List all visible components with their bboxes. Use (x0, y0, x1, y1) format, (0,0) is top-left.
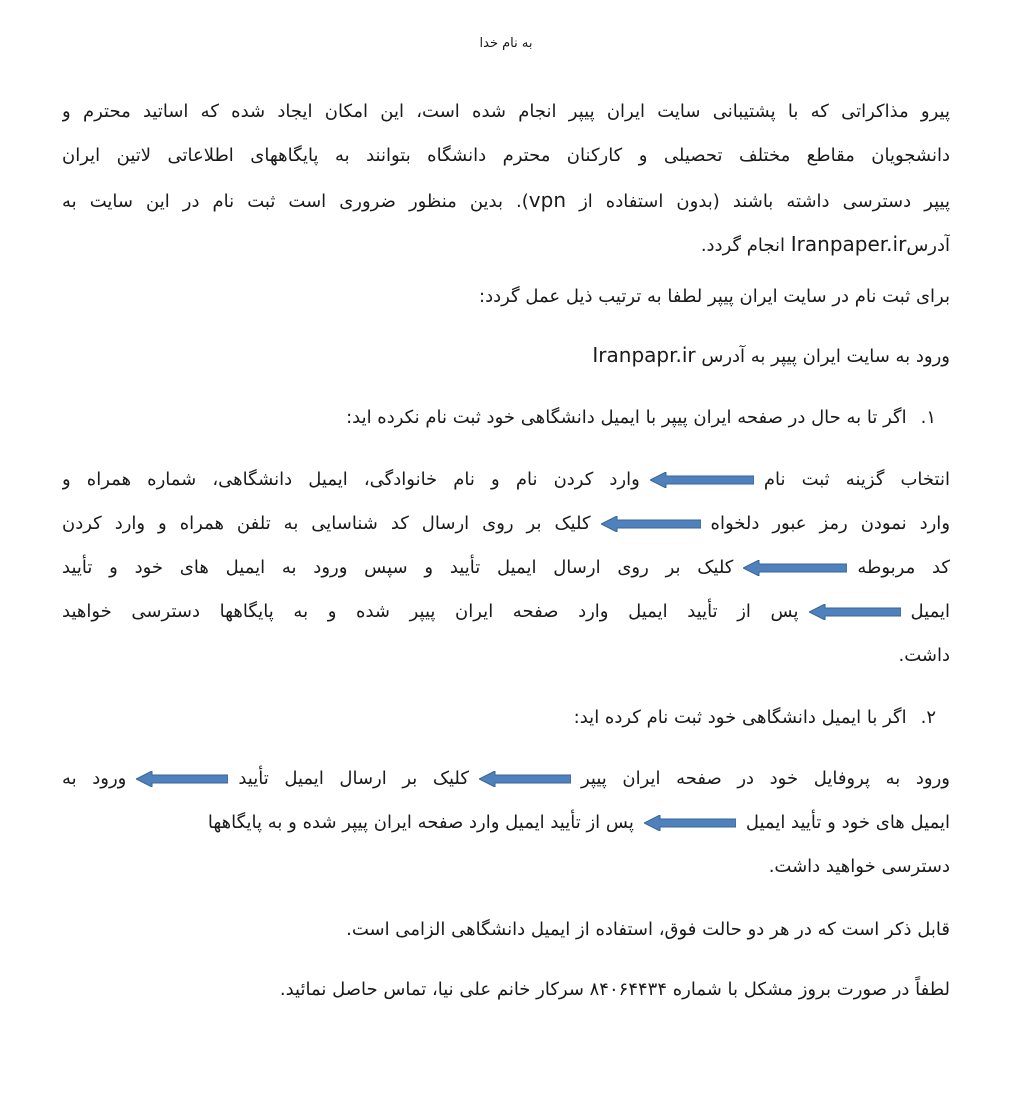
intro-line-4 (62, 222, 950, 266)
case-1-step-enter-details: وارد کردن نام و نام خانوادگی، ایمیل دانشگاهی، شماره همراه و (62, 469, 640, 490)
intro-line-4-before: آدرس (906, 235, 950, 256)
vpn-text: vpn (528, 188, 567, 212)
case-1-step-email: ایمیل (910, 601, 950, 622)
intro-line-3-before: پیپر دسترسی داشته باشند (بدون استفاده از (566, 191, 950, 212)
case-2-step-enter: ورود به (62, 768, 127, 789)
note-line: قابل ذکر است که در هر دو حالت فوق، استفاده از ایمیل دانشگاهی الزامی است. (346, 919, 950, 940)
case-1-steps (62, 458, 950, 678)
document-title: به نام خدا (479, 36, 533, 51)
case-1-row-3 (62, 546, 950, 590)
arrow-left-icon (650, 472, 754, 488)
case-2-step-access: پس از تأیید ایمیل وارد صفحه ایران پیپر شده و به پایگاهها (207, 812, 634, 833)
site-address-1: Iranpaper.ir (790, 232, 907, 256)
intro-line-3 (62, 178, 950, 222)
case-1-step-access: پس از تأیید ایمیل وارد صفحه ایران پیپر شده و به پایگاهها دسترسی خواهید (62, 601, 799, 622)
arrow-left-icon (743, 560, 847, 576)
case-1-row-2 (62, 502, 950, 546)
case-1-step-send-email: کلیک بر روی ارسال ایمیل تأیید و سپس ورود به ایمیل های خود و تأیید (62, 557, 734, 578)
arrow-left-icon (479, 771, 571, 787)
case-1-number: ۱. (920, 407, 936, 428)
case-1-row-1 (62, 458, 950, 502)
case-2-heading (62, 703, 936, 733)
case-2-step-send-email: کلیک بر ارسال ایمیل تأیید (238, 768, 469, 789)
case-2-row-2 (62, 801, 950, 845)
document-page (62, 0, 950, 1108)
case-2-row-1 (62, 757, 950, 801)
case-2-step-confirm: ایمیل های خود و تأیید ایمیل (745, 812, 950, 833)
case-1-step-select-register: انتخاب گزینه ثبت نام (763, 469, 950, 490)
case-1-heading (62, 403, 936, 433)
intro-line-1: پیرو مذاکراتی که با پشتیبانی سایت ایران پیپر انجام شده است، این امکان ایجاد شده که اساتید محترم و (62, 101, 950, 122)
arrow-left-icon (809, 604, 901, 620)
intro-line-3-after: ). بدین منظور ضروری است ثبت نام در این سایت به (62, 191, 529, 212)
arrow-left-icon (136, 771, 228, 787)
entry-line (62, 340, 950, 372)
case-2-heading-text: اگر با ایمیل دانشگاهی خود ثبت نام کرده اید: (573, 707, 907, 728)
case-1-row-4 (62, 590, 950, 634)
case-1-step-code: کد مربوطه (857, 557, 950, 578)
arrow-left-icon (644, 815, 736, 831)
steps-intro: برای ثبت نام در سایت ایران پیپر لطفا به ترتیب ذیل عمل گردد: (479, 286, 950, 307)
entry-text: ورود به سایت ایران پیپر به آدرس (695, 346, 950, 367)
intro-paragraph (62, 90, 950, 266)
case-1-heading-text: اگر تا به حال در صفحه ایران پیپر با ایمیل دانشگاهی خود ثبت نام نکرده اید: (346, 407, 907, 428)
contact-line: لطفاً در صورت بروز مشکل با شماره ۸۴۰۶۴۴۳۴ سرکار خانم علی نیا، تماس حاصل نمائید. (279, 979, 950, 1000)
case-2-step-profile: ورود به پروفایل خود در صفحه ایران پیپر (580, 768, 950, 789)
case-2-row-3: دسترسی خواهید داشت. (768, 856, 950, 877)
case-1-row-5: داشت. (898, 645, 950, 666)
case-1-step-send-code: کلیک بر روی ارسال کد شناسایی به تلفن همراه و وارد کردن (62, 513, 591, 534)
intro-line-2: دانشجویان مقاطع مختلف تحصیلی و کارکنان محترم دانشگاه بتوانند به پایگاههای اطلاعاتی لاتین ایران (62, 145, 950, 166)
case-1-step-password: وارد نمودن رمز عبور دلخواه (710, 513, 950, 534)
case-2-number: ۲. (920, 707, 936, 728)
arrow-left-icon (601, 516, 701, 532)
site-address-2: Iranpapr.ir (592, 343, 696, 367)
case-2-steps (62, 757, 950, 889)
intro-line-4-after: انجام گردد. (700, 235, 791, 256)
